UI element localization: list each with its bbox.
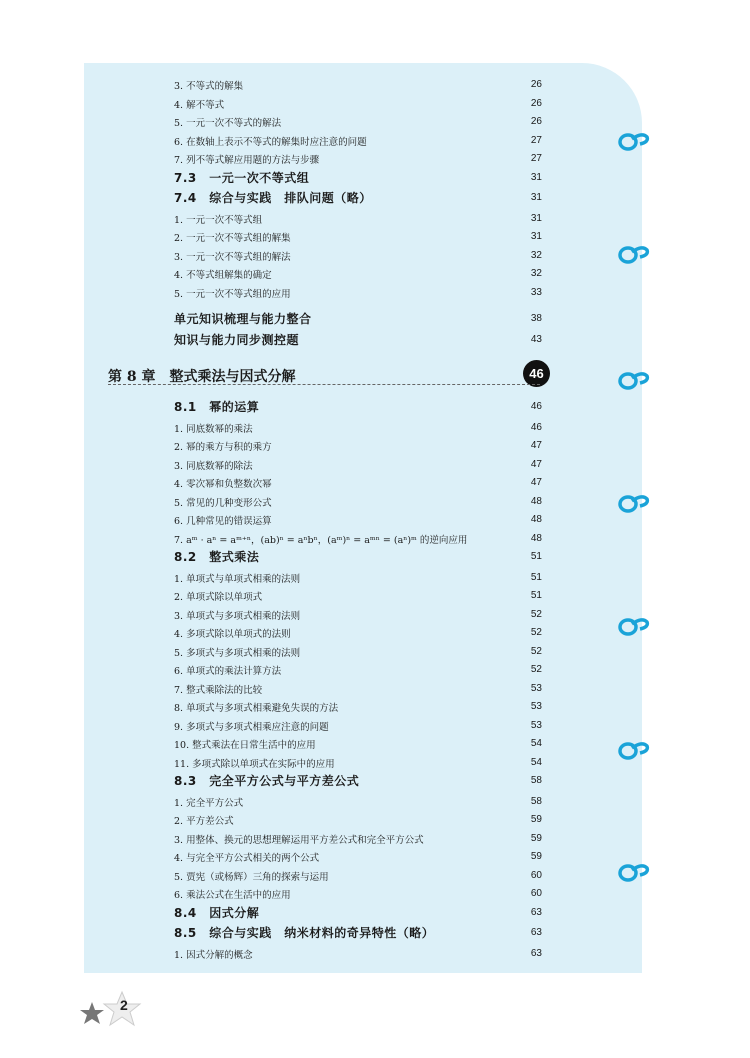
- entry-title: 4. 不等式组解集的确定: [174, 270, 272, 281]
- toc-item-entry[interactable]: [174, 811, 544, 829]
- entry-page: 59: [530, 851, 542, 862]
- entry-page: 58: [530, 795, 542, 807]
- entry-page: 60: [530, 888, 542, 899]
- entry-page: 59: [530, 832, 542, 844]
- entry-title: 2. 幂的乘方与积的乘方: [174, 442, 272, 453]
- toc-item-entry[interactable]: [174, 680, 544, 698]
- entry-page: 58: [530, 775, 542, 786]
- entry-title: 1. 完全平方公式: [174, 797, 244, 809]
- entry-title: 8.1 幂的运算: [174, 400, 260, 414]
- binder-ring-icon: [616, 739, 652, 761]
- entry-page: 53: [530, 682, 542, 694]
- entry-title: 1. 单项式与单项式相乘的法则: [174, 573, 301, 585]
- entry-title: 3. 不等式的解集: [174, 81, 244, 92]
- toc-item-entry[interactable]: [174, 569, 544, 587]
- entry-title: 5. 贾宪（或杨辉）三角的探索与运用: [174, 871, 329, 883]
- entry-page: 26: [530, 97, 542, 109]
- toc-item-entry[interactable]: [174, 228, 544, 246]
- entry-page: 43: [530, 333, 542, 345]
- entry-page: 32: [530, 249, 542, 261]
- toc-item-entry[interactable]: [174, 885, 544, 903]
- binder-ring-icon: [616, 492, 652, 514]
- entry-title: 8.2 整式乘法: [174, 550, 260, 564]
- entry-title: 6. 单项式的乘法计算方法: [174, 666, 282, 677]
- entry-page: 52: [530, 627, 542, 638]
- toc-item-entry[interactable]: [174, 606, 544, 624]
- toc-section-entry[interactable]: [174, 331, 544, 349]
- toc-item-entry[interactable]: [174, 247, 544, 265]
- entry-title: 6. 乘法公式在生活中的应用: [174, 890, 291, 901]
- entry-title: 7.4 综合与实践 排队问题（略）: [174, 191, 372, 205]
- chapter-title: 第 8 章 整式乘法与因式分解: [108, 369, 296, 385]
- entry-page: 60: [530, 869, 542, 881]
- entry-page: 51: [530, 590, 542, 601]
- toc-item-entry[interactable]: [174, 474, 544, 492]
- toc-section-entry[interactable]: [174, 310, 544, 328]
- entry-page: 51: [530, 551, 542, 562]
- toc-item-entry[interactable]: [174, 793, 544, 811]
- toc-item-entry[interactable]: [174, 284, 544, 302]
- toc-item-entry[interactable]: [174, 511, 544, 529]
- entry-title: 3. 用整体、换元的思想理解运用平方差公式和完全平方公式: [174, 834, 424, 846]
- entry-page: 48: [530, 495, 542, 507]
- entry-title: 6. 几种常见的错误运算: [174, 516, 272, 527]
- toc-item-entry[interactable]: [174, 587, 544, 605]
- toc-item-entry[interactable]: [174, 493, 544, 511]
- entry-page: 59: [530, 814, 542, 825]
- entry-page: 33: [530, 286, 542, 298]
- entry-page: 31: [530, 231, 542, 242]
- toc-item-entry[interactable]: [174, 661, 544, 679]
- entry-page: 27: [530, 153, 542, 164]
- entry-title: 4. 多项式除以单项式的法则: [174, 629, 291, 640]
- entry-page: 27: [530, 134, 542, 146]
- toc-item-entry[interactable]: [174, 456, 544, 474]
- entry-page: 53: [530, 719, 542, 731]
- entry-page: 54: [530, 738, 542, 749]
- entry-title: 10. 整式乘法在日常生活中的应用: [174, 740, 316, 751]
- toc-section-entry[interactable]: [174, 772, 544, 790]
- entry-title: 3. 一元一次不等式组的解法: [174, 251, 291, 263]
- entry-title: 2. 单项式除以单项式: [174, 592, 263, 603]
- toc-item-entry[interactable]: [174, 945, 544, 963]
- entry-title: 8.3 完全平方公式与平方差公式: [174, 774, 360, 788]
- binder-ring-icon: [616, 243, 652, 265]
- chapter-heading[interactable]: [108, 362, 548, 388]
- entry-page: 52: [530, 645, 542, 657]
- toc-section-entry[interactable]: [174, 924, 544, 942]
- entry-title: 1. 一元一次不等式组: [174, 214, 263, 226]
- toc-item-entry[interactable]: [174, 735, 544, 753]
- entry-page: 48: [530, 532, 542, 544]
- entry-page: 63: [530, 906, 542, 918]
- toc-item-entry[interactable]: [174, 530, 544, 548]
- entry-title: 2. 一元一次不等式组的解集: [174, 233, 291, 244]
- toc-item-entry[interactable]: [174, 717, 544, 735]
- entry-page: 31: [530, 212, 542, 224]
- entry-page: 31: [530, 192, 542, 203]
- entry-title: 5. 常见的几种变形公式: [174, 497, 272, 509]
- entry-title: 1. 同底数幂的乘法: [174, 423, 253, 435]
- entry-page: 63: [530, 947, 542, 959]
- entry-title: 5. 一元一次不等式组的应用: [174, 288, 291, 300]
- entry-title: 5. 多项式与多项式相乘的法则: [174, 647, 301, 659]
- entry-title: 4. 零次幂和负整数次幂: [174, 479, 272, 490]
- page-number: 2: [120, 997, 128, 1013]
- entry-page: 46: [530, 401, 542, 412]
- entry-title: 6. 在数轴上表示不等式的解集时应注意的问题: [174, 136, 367, 148]
- toc-section-entry[interactable]: [174, 904, 544, 922]
- entry-title: 知识与能力同步测控题: [174, 332, 300, 347]
- entry-page: 47: [530, 477, 542, 488]
- toc-item-entry[interactable]: [174, 437, 544, 455]
- entry-title: 8. 单项式与多项式相乘避免失误的方法: [174, 703, 339, 714]
- entry-title: 4. 与完全平方公式相关的两个公式: [174, 853, 320, 864]
- entry-page: 54: [530, 756, 542, 768]
- entry-title: 7.3 一元一次不等式组: [174, 170, 310, 185]
- entry-page: 53: [530, 701, 542, 712]
- entry-page: 47: [530, 458, 542, 470]
- binder-ring-icon: [616, 130, 652, 152]
- entry-title: 7. 整式乘除法的比较: [174, 684, 263, 696]
- toc-item-entry[interactable]: [174, 95, 544, 113]
- entry-title: 3. 单项式与多项式相乘的法则: [174, 610, 301, 622]
- entry-title: 单元知识梳理与能力整合: [174, 312, 312, 326]
- entry-title: 9. 多项式与多项式相乘应注意的问题: [174, 721, 329, 733]
- toc-item-entry[interactable]: [174, 624, 544, 642]
- entry-title: 8.4 因式分解: [174, 905, 260, 920]
- entry-title: 1. 因式分解的概念: [174, 949, 253, 961]
- entry-page: 63: [530, 927, 542, 938]
- binder-ring-icon: [616, 615, 652, 637]
- entry-title: 7. aᵐ · aⁿ = aᵐ⁺ⁿ，(ab)ⁿ = aⁿbⁿ，(aᵐ)ⁿ = aᵐⁿ = (aⁿ)ᵐ 的逆向应用: [174, 534, 468, 546]
- entry-title: 8.5 综合与实践 纳米材料的奇异特性（略）: [174, 926, 435, 940]
- entry-page: 26: [530, 79, 542, 90]
- toc-section-entry[interactable]: [174, 548, 544, 566]
- toc-item-entry[interactable]: [174, 830, 544, 848]
- chapter-page-badge: 46: [523, 360, 550, 387]
- entry-title: 5. 一元一次不等式的解法: [174, 118, 282, 129]
- binder-ring-icon: [616, 369, 652, 391]
- entry-page: 48: [530, 514, 542, 525]
- entry-page: 52: [530, 608, 542, 620]
- toc-item-entry[interactable]: [174, 150, 544, 168]
- toc-item-entry[interactable]: [174, 643, 544, 661]
- entry-title: 4. 解不等式: [174, 99, 225, 111]
- toc-item-entry[interactable]: [174, 419, 544, 437]
- toc-item-entry[interactable]: [174, 210, 544, 228]
- entry-page: 46: [530, 421, 542, 433]
- entry-page: 51: [530, 571, 542, 583]
- toc-item-entry[interactable]: [174, 698, 544, 716]
- entry-page: 32: [530, 268, 542, 279]
- entry-page: 38: [530, 313, 542, 324]
- entry-title: 3. 同底数幂的除法: [174, 460, 253, 472]
- toc-section-entry[interactable]: [174, 189, 544, 207]
- entry-title: 7. 列不等式解应用题的方法与步骤: [174, 155, 320, 166]
- chapter-divider: [108, 384, 540, 385]
- toc-item-entry[interactable]: [174, 754, 544, 772]
- binder-ring-icon: [616, 861, 652, 883]
- toc-item-entry[interactable]: [174, 848, 544, 866]
- entry-page: 52: [530, 664, 542, 675]
- entry-title: 2. 平方差公式: [174, 816, 234, 827]
- toc-item-entry[interactable]: [174, 867, 544, 885]
- toc-section-entry[interactable]: [174, 398, 544, 416]
- entry-page: 31: [530, 171, 542, 183]
- toc-item-entry[interactable]: [174, 265, 544, 283]
- entry-title: 11. 多项式除以单项式在实际中的应用: [174, 758, 335, 770]
- toc-item-entry[interactable]: [174, 132, 544, 150]
- entry-page: 26: [530, 116, 542, 127]
- toc-section-entry[interactable]: [174, 169, 544, 187]
- star-decoration-icon: [80, 990, 150, 1030]
- toc-item-entry[interactable]: [174, 113, 544, 131]
- entry-page: 47: [530, 440, 542, 451]
- toc-item-entry[interactable]: [174, 76, 544, 94]
